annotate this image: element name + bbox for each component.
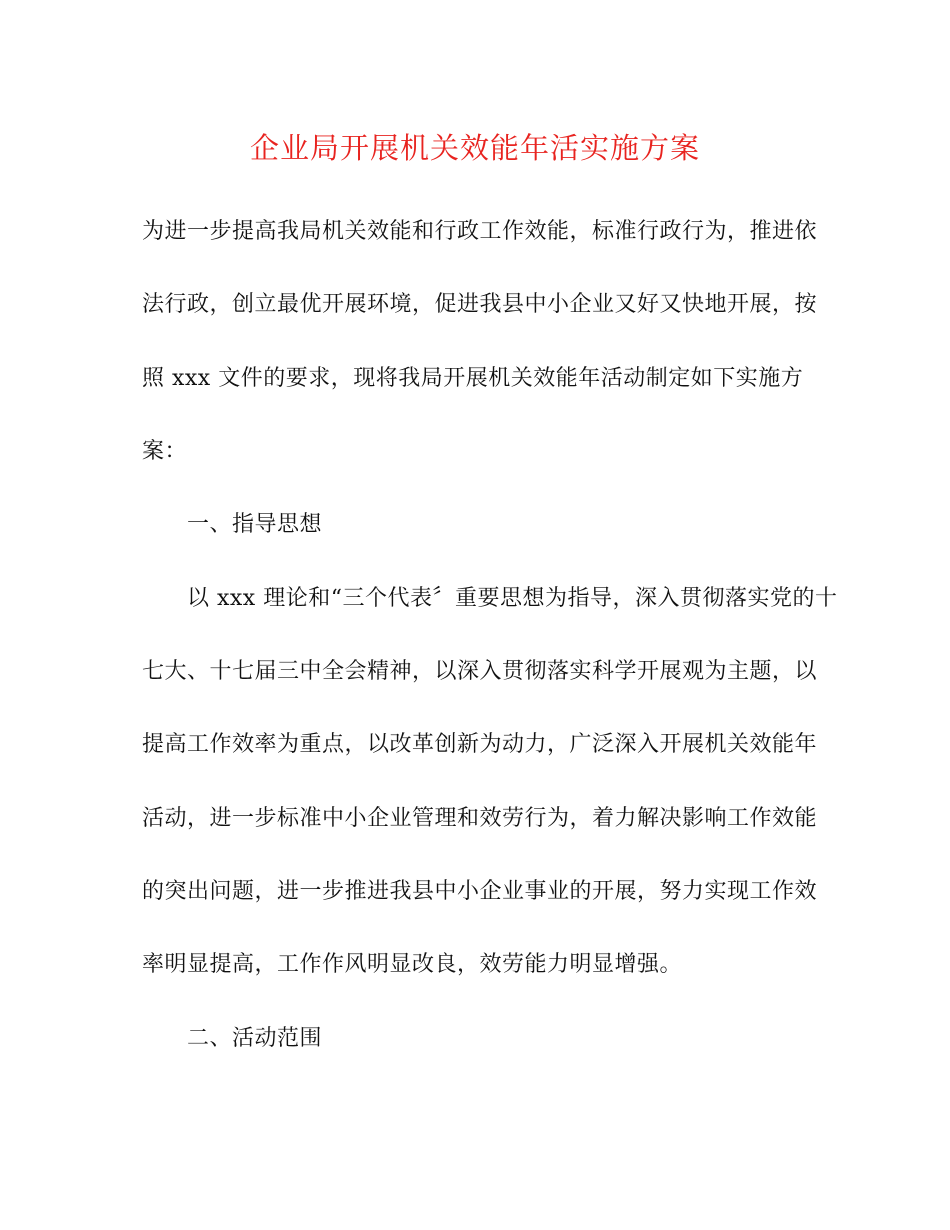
body-line-7: 提高工作效率为重点，以改革创新为动力，广泛深入开展机关效能年 [142, 732, 818, 757]
document-title: 企业局开展机关效能年活实施方案 [249, 131, 700, 165]
body-line-2: 法行政，创立最优开展环境，促进我县中小企业又好又快地开展，按 [142, 292, 818, 317]
body-line-8: 活动，进一步标准中小企业管理和效劳行为，着力解决影响工作效能 [142, 806, 818, 831]
body-line-5: 以 xxx 理论和“三个代表〞重要思想为指导，深入贯彻落实党的十 [187, 586, 838, 611]
body-line-10: 率明显提高，工作作风明显改良，效劳能力明显增强。 [142, 952, 683, 977]
body-line-3: 照 xxx 文件的要求，现将我局开展机关效能年活动制定如下实施方 [142, 366, 804, 391]
section-heading-2: 二、活动范围 [187, 1026, 323, 1051]
section-heading-1: 一、指导思想 [187, 512, 323, 537]
body-line-1: 为进一步提高我局机关效能和行政工作效能，标准行政行为，推进依 [142, 219, 818, 244]
body-line-6: 七大、十七届三中全会精神，以深入贯彻落实科学开展观为主题，以 [142, 659, 818, 684]
body-line-4: 案： [142, 439, 188, 464]
body-line-9: 的突出问题，进一步推进我县中小企业事业的开展，努力实现工作效 [142, 879, 818, 904]
